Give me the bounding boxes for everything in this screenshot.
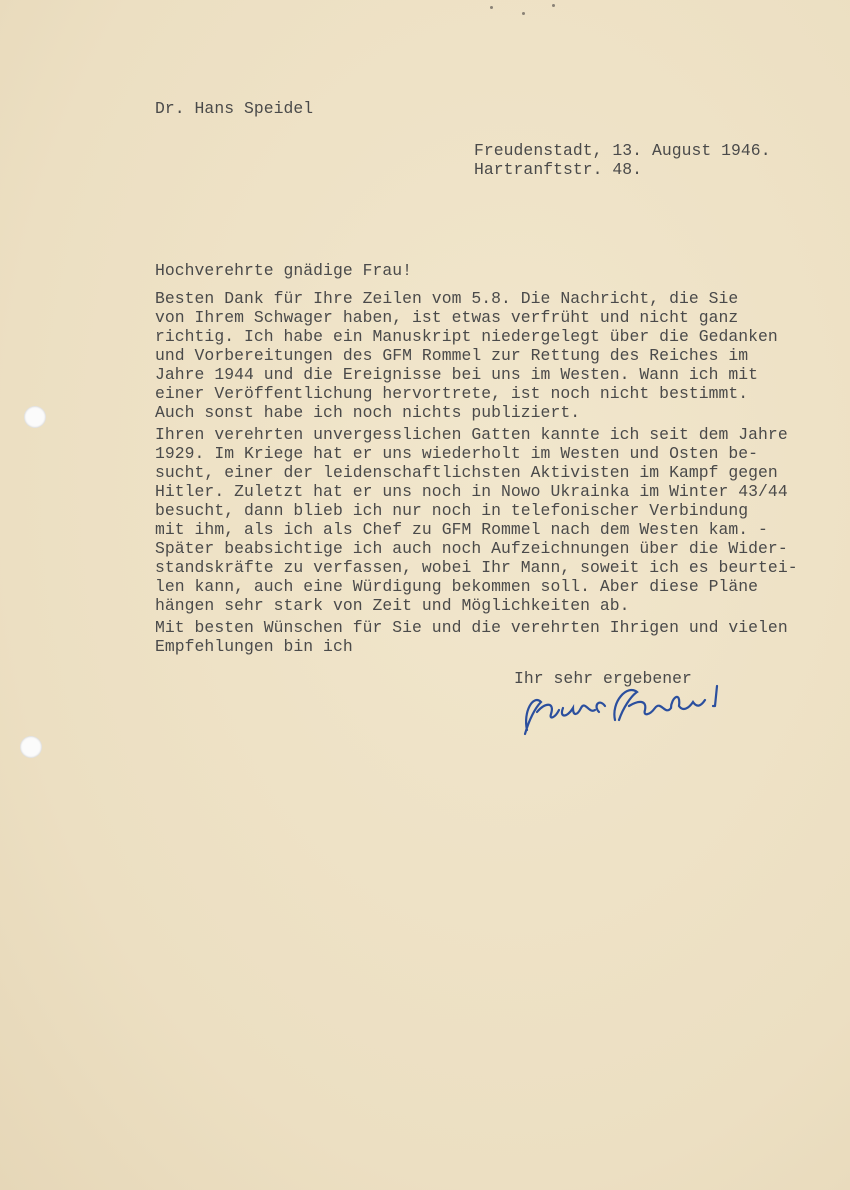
body-line: hängen sehr stark von Zeit und Möglichkeiten ab. xyxy=(155,596,630,615)
body-line: Ihren verehrten unvergesslichen Gatten kannte ich seit dem Jahre xyxy=(155,425,788,444)
place-date: Freudenstadt, 13. August 1946. xyxy=(474,141,771,160)
ink-speck xyxy=(552,4,555,7)
body-line: richtig. Ich habe ein Manuskript niedergelegt über die Gedanken xyxy=(155,327,778,346)
body-line: einer Veröffentlichung hervortrete, ist noch nicht bestimmt. xyxy=(155,384,749,403)
body-line: mit ihm, als ich als Chef zu GFM Rommel nach dem Westen kam. - xyxy=(155,520,768,539)
body-line: von Ihrem Schwager haben, ist etwas verfrüht und nicht ganz xyxy=(155,308,739,327)
body-line: standskräfte zu verfassen, wobei Ihr Mann, soweit ich es beurtei- xyxy=(155,558,798,577)
body-line: besucht, dann blieb ich nur noch in telefonischer Verbindung xyxy=(155,501,749,520)
salutation: Hochverehrte gnädige Frau! xyxy=(155,261,413,280)
body-line: Hitler. Zuletzt hat er uns noch in Nowo Ukrainka im Winter 43/44 xyxy=(155,482,788,501)
body-line: Jahre 1944 und die Ereignisse bei uns im Westen. Wann ich mit xyxy=(155,365,759,384)
punch-hole-bottom xyxy=(20,736,42,758)
closing: Ihr sehr ergebener xyxy=(514,669,692,688)
street-address: Hartranftstr. 48. xyxy=(474,160,643,179)
body-line: len kann, auch eine Würdigung bekommen soll. Aber diese Pläne xyxy=(155,577,759,596)
signature xyxy=(514,669,730,742)
ink-speck xyxy=(522,12,525,15)
ink-speck xyxy=(490,6,493,9)
body-line: 1929. Im Kriege hat er uns wiederholt im Westen und Osten be- xyxy=(155,444,759,463)
body-line: Auch sonst habe ich noch nichts publiziert. xyxy=(155,403,581,422)
body-line: und Vorbereitungen des GFM Rommel zur Rettung des Reiches im xyxy=(155,346,749,365)
punch-hole-top xyxy=(24,406,46,428)
body-line: sucht, einer der leidenschaftlichsten Aktivisten im Kampf gegen xyxy=(155,463,778,482)
sender-name: Dr. Hans Speidel xyxy=(155,99,314,118)
body-line: Später beabsichtige ich auch noch Aufzeichnungen über die Wider- xyxy=(155,539,788,558)
body-line: Empfehlungen bin ich xyxy=(155,637,353,656)
body-line: Mit besten Wünschen für Sie und die verehrten Ihrigen und vielen xyxy=(155,618,788,637)
body-line: Besten Dank für Ihre Zeilen vom 5.8. Die Nachricht, die Sie xyxy=(155,289,739,308)
